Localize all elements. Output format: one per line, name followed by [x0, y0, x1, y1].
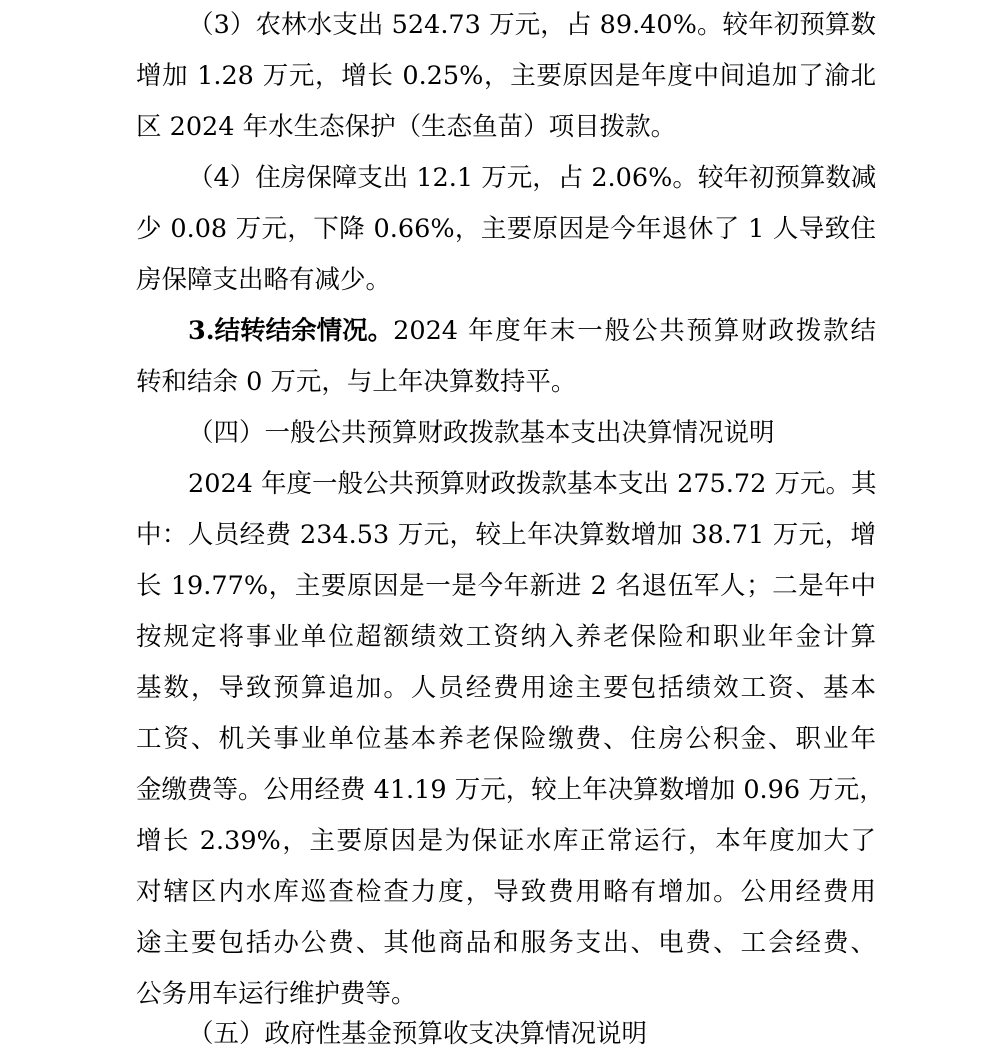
- paragraph-line: 工资、机关事业单位基本养老保险缴费、住房公积金、职业年: [136, 724, 876, 754]
- paragraph-line: （3）农林水支出 524.73 万元，占 89.40%。较年初预算数: [188, 10, 876, 40]
- paragraph-line: 公务用车运行维护费等。: [136, 979, 417, 1009]
- paragraph-line: [188, 314, 876, 348]
- paragraph-line: 金缴费等。公用经费 41.19 万元，较上年决算数增加 0.96 万元，: [136, 775, 885, 805]
- section-heading: 3.结转结余情况。: [188, 316, 394, 346]
- paragraph-line: （4）住房保障支出 12.1 万元，占 2.06%。较年初预算数减: [188, 163, 877, 193]
- paragraph-line: 按规定将事业单位超额绩效工资纳入养老保险和职业年金计算: [136, 622, 876, 652]
- paragraph-line: 中：人员经费 234.53 万元，较上年决算数增加 38.71 万元，增: [136, 520, 876, 550]
- paragraph-line: 对辖区内水库巡查检查力度，导致费用略有增加。公用经费用: [136, 877, 876, 907]
- paragraph-text: 2024 年度年末一般公共预算财政拨款结: [393, 316, 876, 346]
- section-heading: （五）政府性基金预算收支决算情况说明: [188, 1019, 648, 1049]
- paragraph-line: 房保障支出略有减少。: [136, 265, 392, 295]
- paragraph-line: 增长 2.39%，主要原因是为保证水库正常运行，本年度加大了: [136, 826, 876, 856]
- paragraph-line: 途主要包括办公费、其他商品和服务支出、电费、工会经费、: [136, 928, 876, 958]
- paragraph-line: 2024 年度一般公共预算财政拨款基本支出 275.72 万元。其: [188, 469, 877, 499]
- section-heading: （四）一般公共预算财政拨款基本支出决算情况说明: [188, 418, 775, 448]
- paragraph-line: 转和结余 0 万元，与上年决算数持平。: [136, 367, 577, 397]
- paragraph-line: 基数，导致预算追加。人员经费用途主要包括绩效工资、基本: [136, 673, 876, 703]
- paragraph-line: 区 2024 年水生态保护（生态鱼苗）项目拨款。: [136, 112, 677, 142]
- paragraph-line: 少 0.08 万元，下降 0.66%，主要原因是今年退休了 1 人导致住: [136, 214, 876, 244]
- paragraph-line: 增加 1.28 万元，增长 0.25%，主要原因是年度中间追加了渝北: [136, 61, 876, 91]
- paragraph-line: 长 19.77%，主要原因是一是今年新进 2 名退伍军人；二是年中: [136, 571, 876, 601]
